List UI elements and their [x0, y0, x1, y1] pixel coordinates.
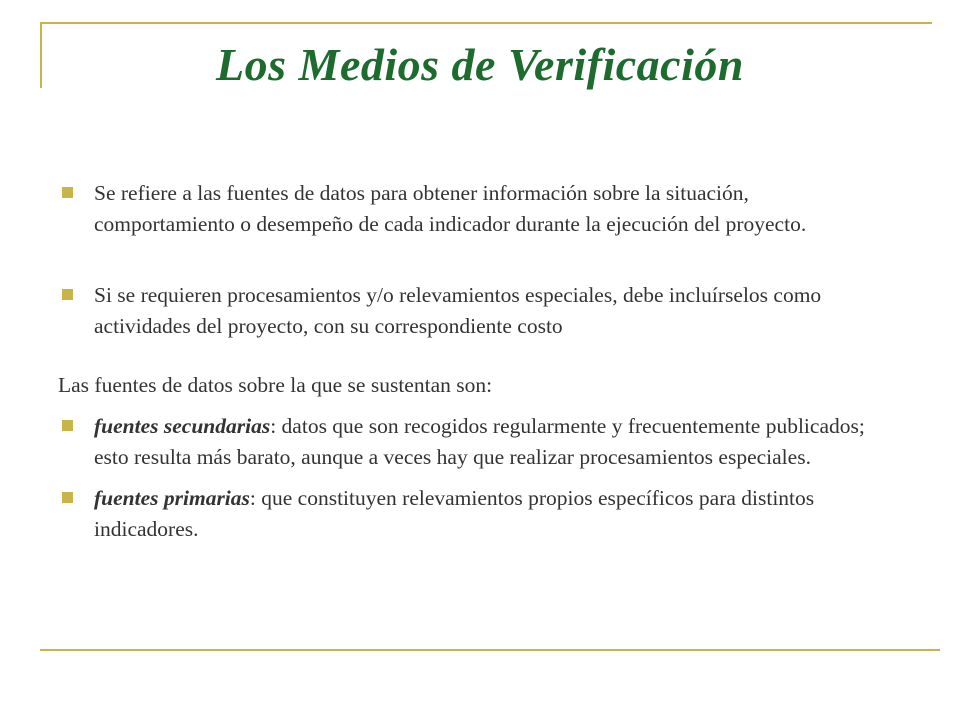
spacer — [58, 401, 888, 411]
intro-text: Las fuentes de datos sobre la que se sustentan son: — [58, 373, 493, 397]
square-bullet-icon — [62, 420, 73, 431]
source-description: : que constituyen relevamientos propios específicos para distintos indicadores. — [94, 486, 815, 541]
source-description: : datos que son recogidos regularmente y frecuentemente publicados; esto resulta más barato, aunque a veces hay que realizar procesamientos especiales. — [94, 414, 865, 469]
slide-content — [58, 178, 888, 545]
spacer — [58, 473, 888, 483]
source-term: fuentes primarias — [94, 486, 250, 510]
square-bullet-icon — [62, 289, 73, 300]
bullet-item — [58, 411, 888, 473]
frame-bottom-line — [40, 649, 940, 651]
slide-title: Los Medios de Verificación — [216, 39, 744, 90]
spacer — [58, 342, 888, 370]
source-term: fuentes secundarias — [94, 414, 271, 438]
square-bullet-icon — [62, 187, 73, 198]
square-bullet-icon — [62, 492, 73, 503]
bullet-item — [58, 280, 888, 342]
bullet-text: Si se requieren procesamientos y/o relevamientos especiales, debe incluírselos como actividades del proyecto, con su correspondiente costo — [94, 283, 822, 338]
spacer — [58, 240, 888, 280]
bullet-text: Se refiere a las fuentes de datos para obtener información sobre la situación, comportamiento o desempeño de cada indicador durante la ejecución del proyecto. — [94, 181, 807, 236]
frame-top-line — [40, 22, 932, 24]
bullet-item — [58, 483, 888, 545]
bullet-item — [58, 178, 888, 240]
